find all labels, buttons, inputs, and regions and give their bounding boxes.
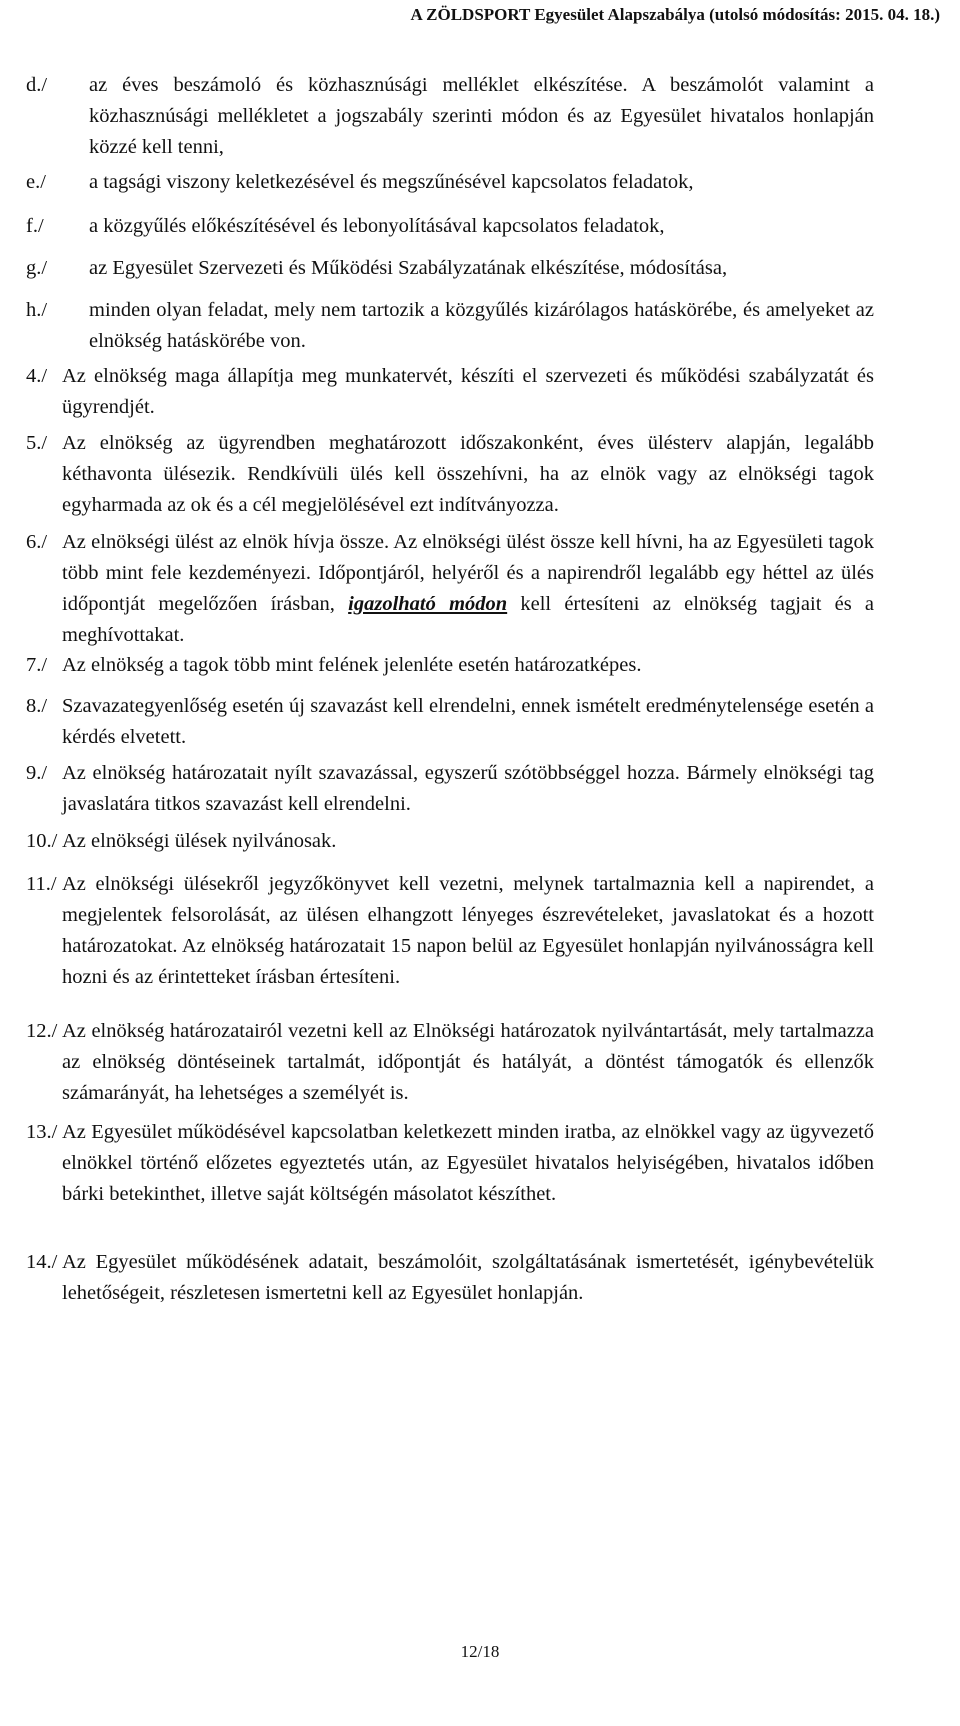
item-label: 6./	[26, 531, 48, 553]
item-label: 8./	[26, 695, 48, 717]
item-text: az éves beszámoló és közhasznúsági melléklet elkészítése. A beszámolót valamint a közhasznúsági mellékletet a jogszabály szerinti módon és az Egyesület hivatalos honlapján közzé kell tenni,	[89, 74, 874, 158]
item-label: 12./	[26, 1020, 58, 1042]
item-label: 10./	[26, 830, 58, 852]
item-text: Az elnökség maga állapítja meg munkatervét, készíti el szervezeti és működési szabályzatát és ügyrendjét.	[62, 365, 874, 418]
item-label: d./	[26, 74, 48, 96]
page-number: 12/18	[460, 1642, 500, 1661]
item-text: Az elnökségi ülések nyilvánosak.	[62, 830, 337, 852]
emphasized-text: igazolható módon	[348, 593, 508, 615]
item-text: Az elnökség határozatairól vezetni kell az Elnökségi határozatok nyilvántartását, mely tartalmazza az elnökség döntéseinek tartalmát, időpontját és hatályát, a döntést támogatók és ellenzők számarányát, ha lehetséges a személyét is.	[62, 1020, 874, 1104]
item-text-part: kell értesíteni az elnökség tagjait és a meghívottakat.	[62, 593, 875, 646]
item-text: Az Egyesület működésével kapcsolatban keletkezett minden iratba, az elnökkel vagy az ügyvezető elnökkel történő előzetes egyeztetés után, az Egyesület hivatalos helyiségében, hivatalos időben bárki betekinthet, illetve saját költségén másolatot készíthet.	[62, 1121, 874, 1205]
item-text: az Egyesület Szervezeti és Működési Szabályzatának elkészítése, módosítása,	[89, 257, 728, 279]
item-label: 14./	[26, 1251, 58, 1273]
item-label: e./	[26, 171, 46, 193]
item-label: 9./	[26, 762, 48, 784]
item-text: a tagsági viszony keletkezésével és megszűnésével kapcsolatos feladatok,	[89, 171, 694, 193]
item-text: Az elnökség határozatait nyílt szavazással, egyszerű szótöbbséggel hozza. Bármely elnökségi tag javaslatára titkos szavazást kell elrendelni.	[62, 762, 874, 815]
item-text: Szavazategyenlőség esetén új szavazást kell elrendelni, ennek ismételt eredménytelensége esetén a kérdés elvetett.	[62, 695, 874, 748]
item-label: 7./	[26, 654, 48, 676]
item-text: Az Egyesület működésének adatait, beszámolóit, szolgáltatásának ismertetését, igénybevételük lehetőségeit, részletesen ismertetni kell az Egyesület honlapján.	[62, 1251, 874, 1304]
item-label: h./	[26, 299, 48, 321]
item-label: 13./	[26, 1121, 58, 1143]
item-text: a közgyűlés előkészítésével és lebonyolításával kapcsolatos feladatok,	[89, 215, 665, 237]
item-label: 11./	[26, 873, 57, 895]
item-text	[62, 527, 874, 651]
item-text: Az elnökség az ügyrendben meghatározott időszakonként, éves ülésterv alapján, legalább kéthavonta ülésezik. Rendkívüli ülés kell összehívni, ha az elnök vagy az elnökségi tagok egyharmada az ok és a cél megjelölésével ezt indítványozza.	[62, 432, 874, 516]
item-label: g./	[26, 257, 48, 279]
page-header: A ZÖLDSPORT Egyesület Alapszabálya (utolsó módosítás: 2015. 04. 18.)	[410, 5, 940, 24]
item-label: f./	[26, 215, 44, 237]
item-label: 5./	[26, 432, 48, 454]
item-text-part: Az elnökségi ülést az elnök hívja össze. Az elnökségi ülést össze kell hívni, ha az Egyesületi tagok több mint fele kezdeményezi. Időpontjáról, helyéről és a napirendről legalább egy héttel az ülés időpontját megelőzően írásban,	[62, 531, 874, 615]
item-text: Az elnökség a tagok több mint felének jelenléte esetén határozatképes.	[62, 654, 642, 676]
item-text: minden olyan feladat, mely nem tartozik a közgyűlés kizárólagos hatáskörébe, és amelyeket az elnökség hatáskörébe von.	[89, 299, 874, 352]
item-text: Az elnökségi ülésekről jegyzőkönyvet kell vezetni, melynek tartalmaznia kell a napirendet, a megjelentek felsorolását, az ülésen elhangzott lényeges észrevételeket, javaslatokat és a hozott határozatokat. Az elnökség határozatait 15 napon belül az Egyesület honlapján nyilvánosságra kell hozni és az érintetteket írásban értesíteni.	[62, 873, 874, 988]
item-label: 4./	[26, 365, 48, 387]
